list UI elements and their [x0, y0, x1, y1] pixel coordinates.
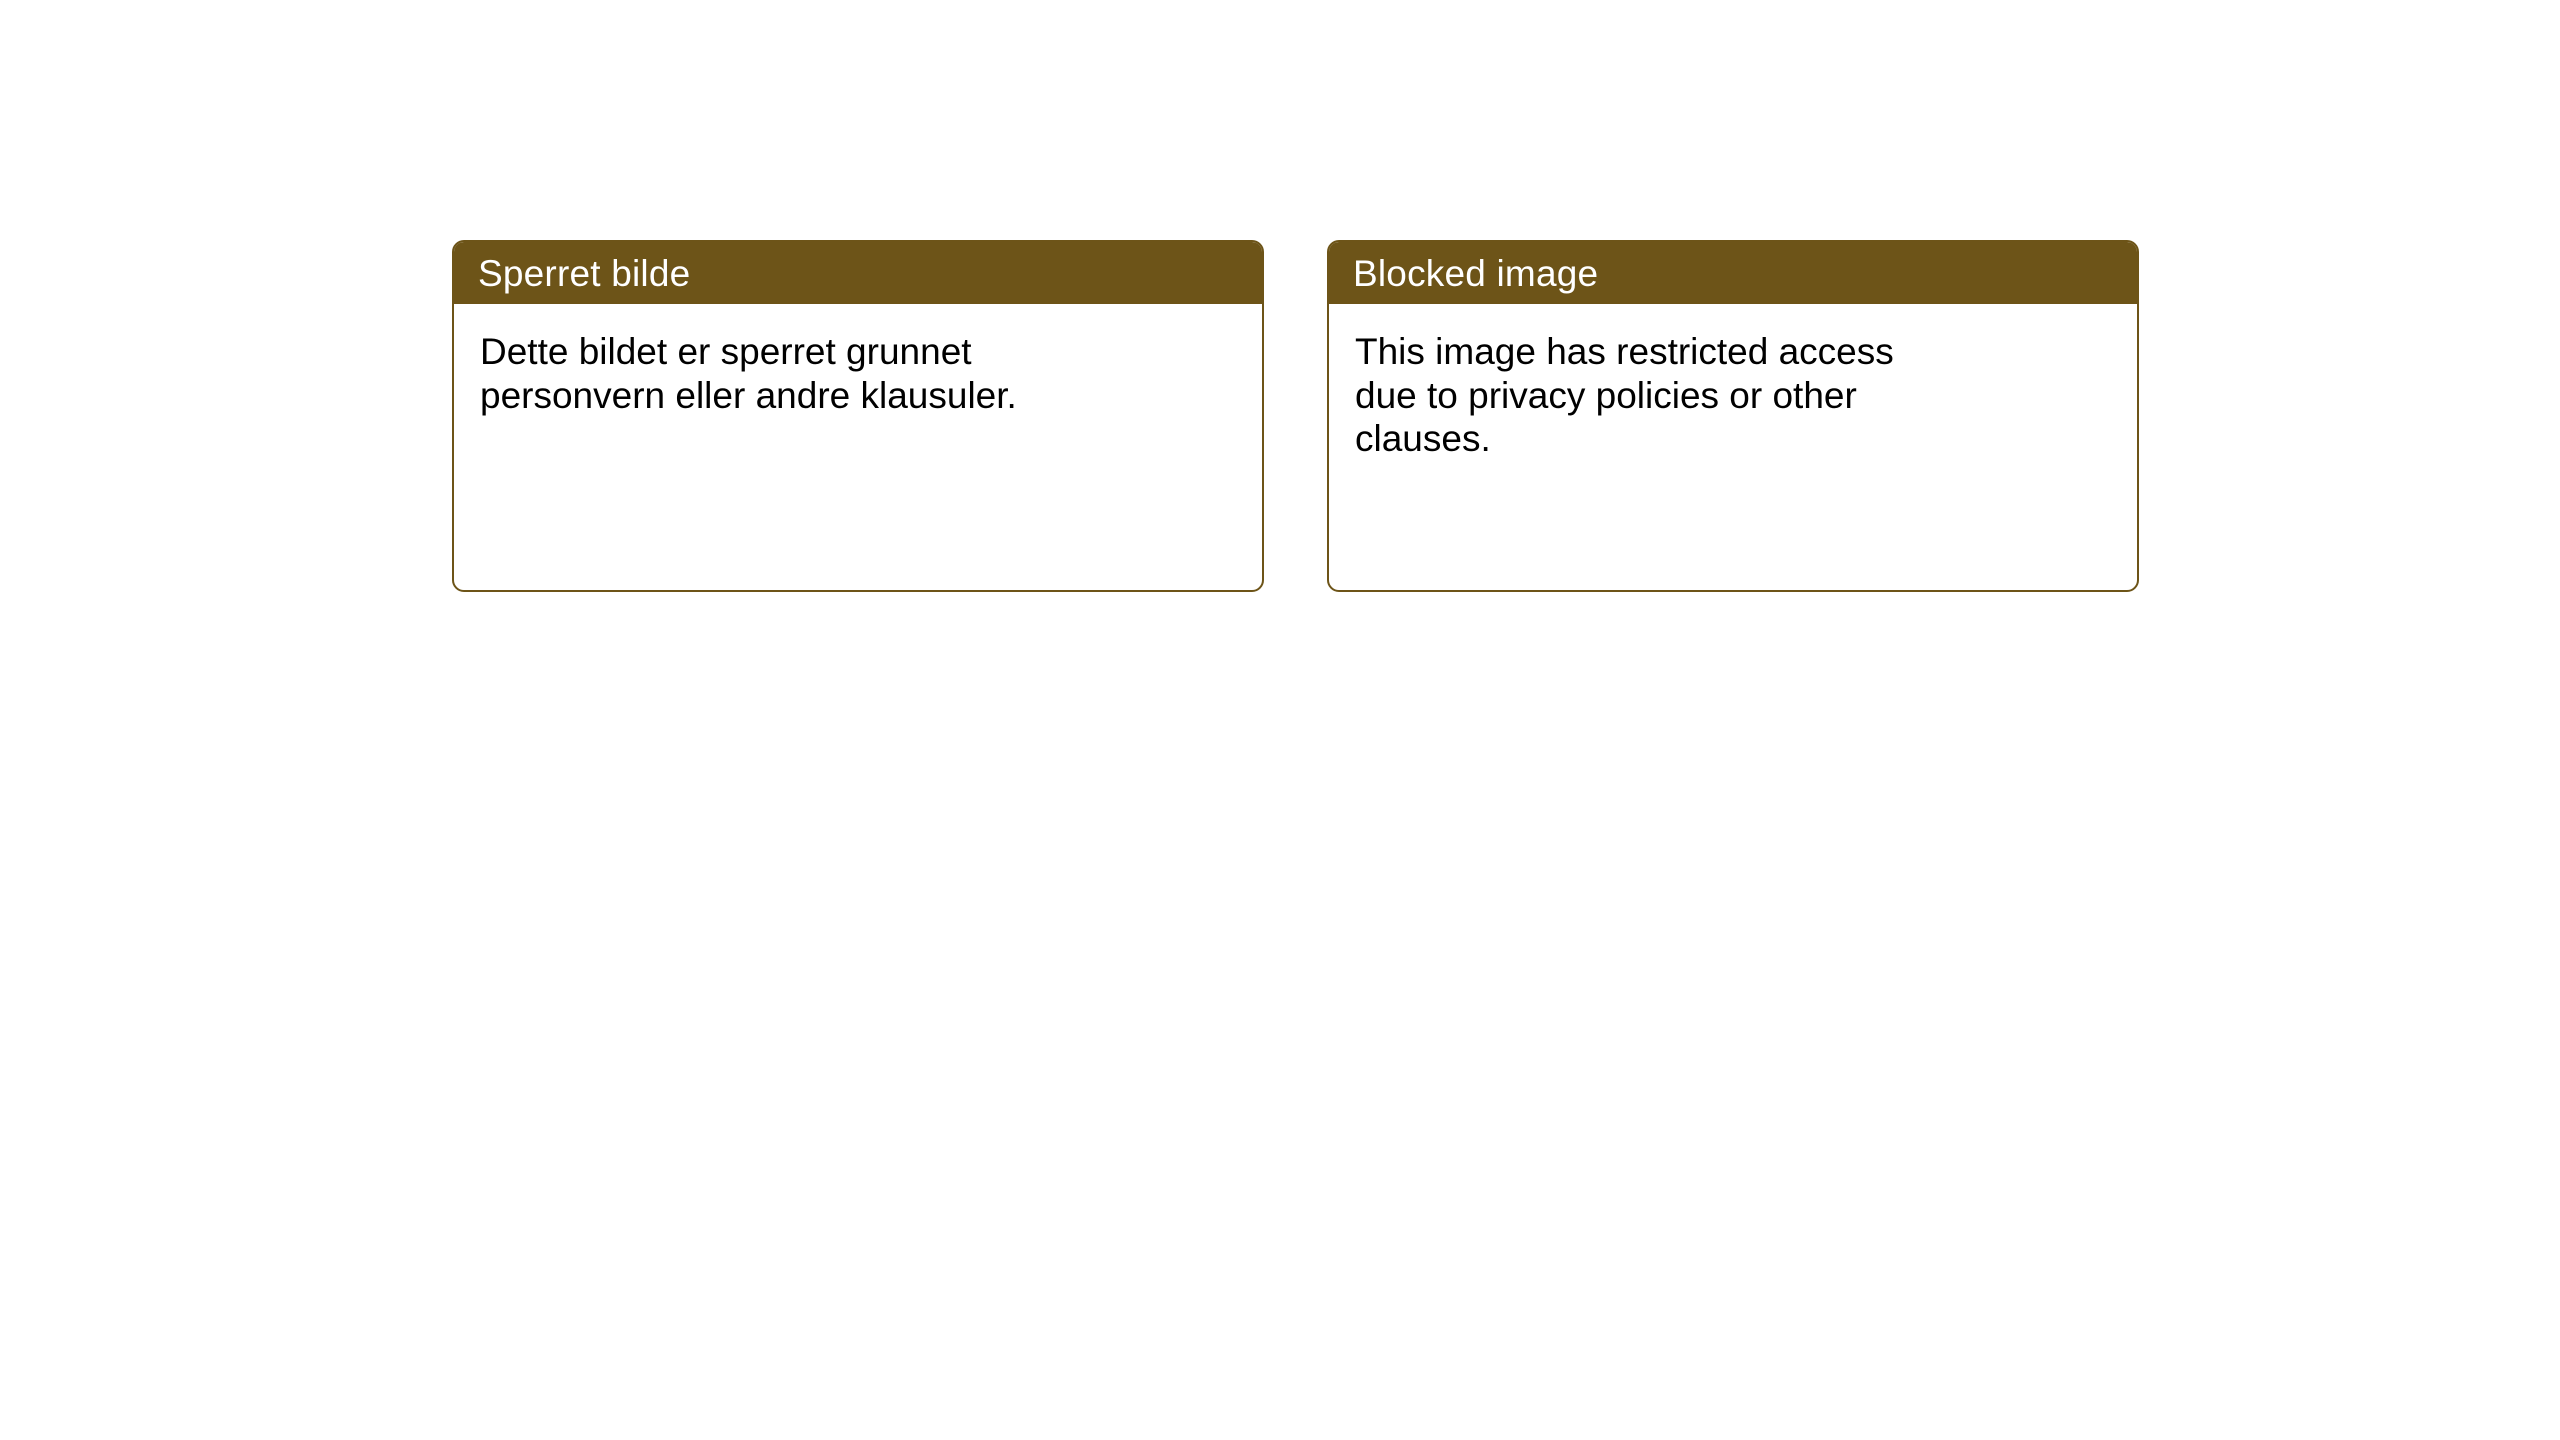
blocked-notice-message-norwegian: Dette bildet er sperret grunnet personvern eller andre klausuler.	[480, 331, 1017, 416]
blocked-notice-message-english: This image has restricted access due to privacy policies or other clauses.	[1355, 331, 1894, 460]
blocked-notice-body-english	[1329, 304, 2137, 487]
blocked-notice-title-norwegian: Sperret bilde	[454, 242, 1262, 304]
blocked-notice-title-english: Blocked image	[1329, 242, 2137, 304]
blocked-notice-card-norwegian	[452, 240, 1264, 592]
notice-panel-group	[452, 240, 2139, 592]
blocked-notice-card-english	[1327, 240, 2139, 592]
blocked-notice-body-norwegian	[454, 304, 1262, 443]
